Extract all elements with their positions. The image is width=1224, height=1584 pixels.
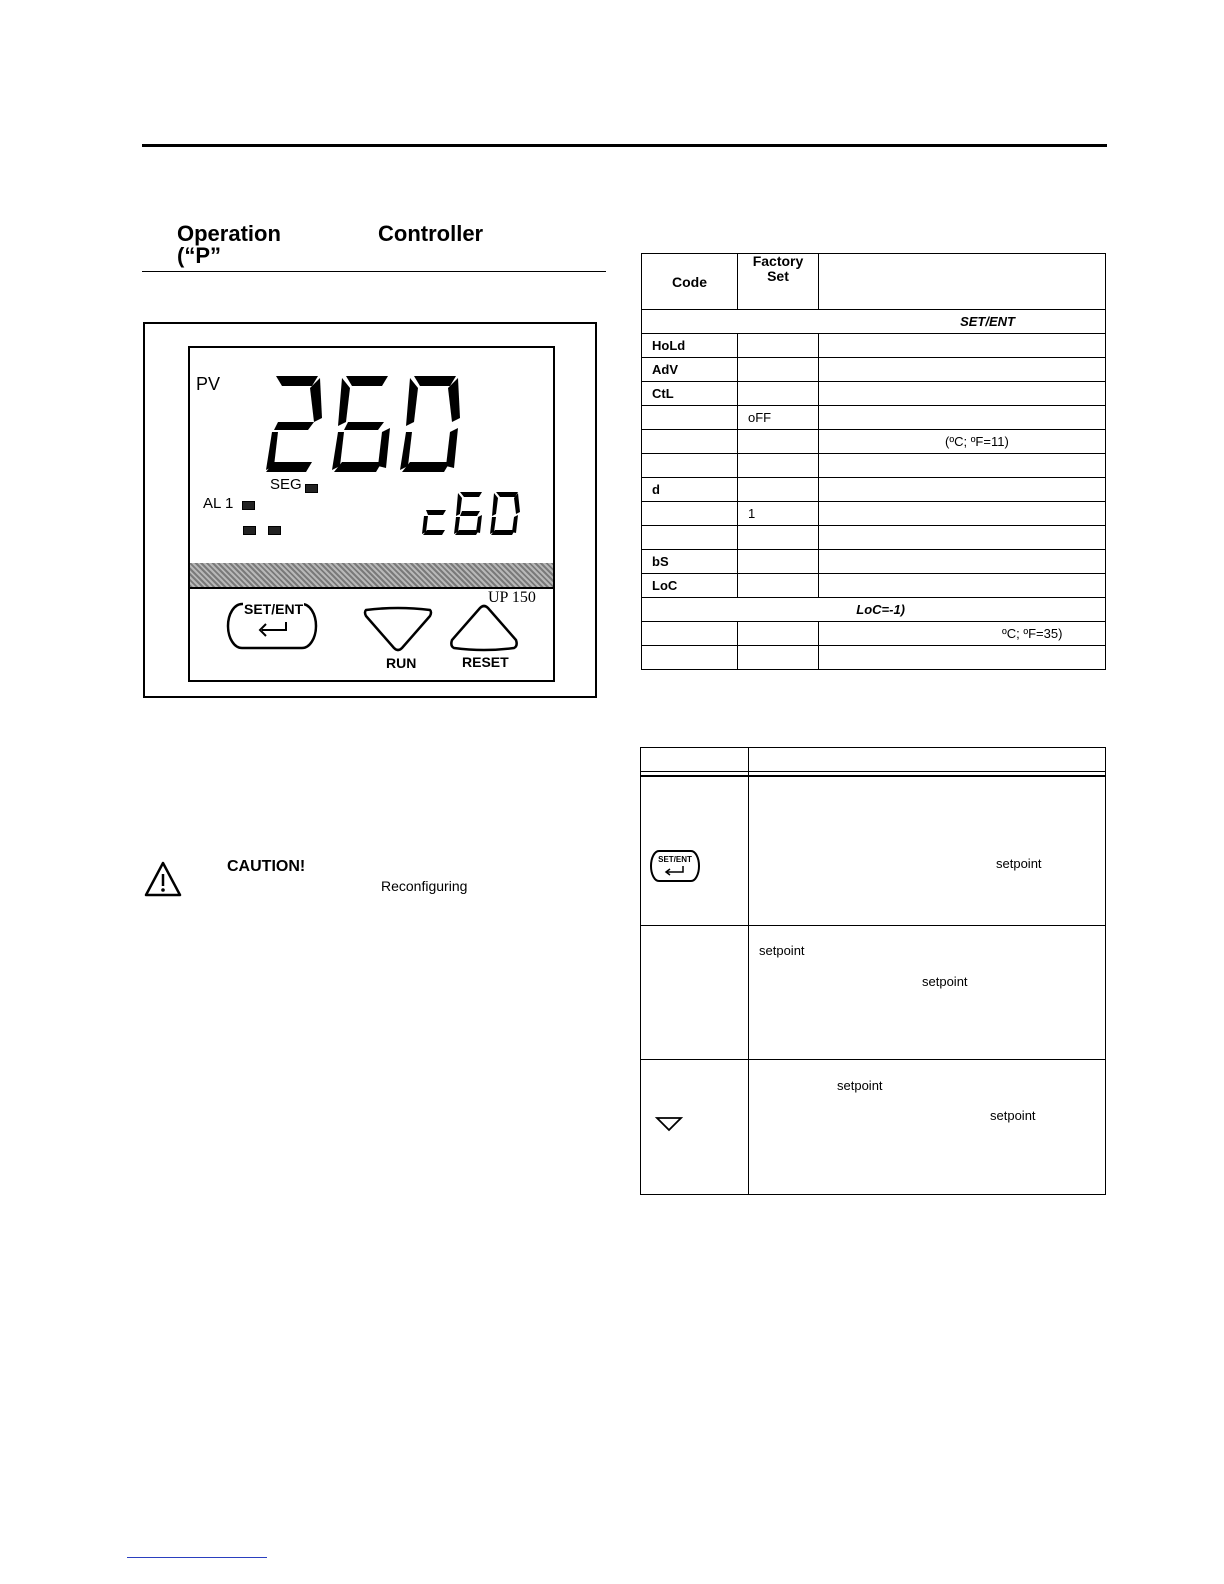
header-factory-set [738, 254, 819, 310]
table-row: bS [642, 550, 1106, 574]
header-description [819, 254, 1106, 310]
table-row: AdV [642, 358, 1106, 382]
row2-setpoint-a: setpoint [759, 943, 805, 958]
table-row: d [642, 478, 1106, 502]
section-heading-controller: Controller [378, 221, 484, 246]
table-row [642, 454, 1106, 478]
table-row [641, 776, 1106, 926]
section-heading-p: (“P” [177, 243, 221, 268]
key-header [641, 748, 749, 772]
table-row: CtL [642, 382, 1106, 406]
table-row [641, 926, 1106, 1060]
row2-setpoint-b: setpoint [922, 974, 968, 989]
row3-setpoint-b: setpoint [990, 1108, 1036, 1123]
function-header [749, 748, 1106, 772]
seg-indicator [305, 484, 318, 493]
al1-indicator [242, 501, 255, 510]
al1-label: AL 1 [203, 495, 234, 512]
table-row [642, 526, 1106, 550]
table-row: ºC; ºF=35) [642, 622, 1106, 646]
bar-graph [190, 563, 553, 587]
table-row [642, 646, 1106, 670]
run-label: RUN [386, 655, 417, 671]
al2-indicator [243, 526, 256, 535]
table-row: oFF [642, 406, 1106, 430]
caution-title: CAUTION! [227, 858, 306, 875]
pv-label: PV [196, 374, 221, 394]
table-row: LoC [642, 574, 1106, 598]
model-label: UP 150 [488, 589, 536, 606]
set-ent-key-icon [649, 849, 701, 883]
seg-label: SEG [270, 476, 302, 493]
down-key-icon [655, 1116, 683, 1132]
set-ent-label: SET/ENT [244, 601, 304, 617]
reset-label: RESET [462, 654, 509, 670]
al3-indicator [268, 526, 281, 535]
caution-text: Reconfiguring [381, 878, 468, 894]
section-loc: LoC=-1) [642, 598, 1106, 622]
key-function-table [640, 747, 1106, 1195]
sv-display [420, 475, 520, 538]
up-reset-button[interactable] [446, 604, 522, 652]
down-run-button[interactable] [360, 606, 436, 652]
sv-value: 260 [420, 475, 447, 492]
heading-rule [142, 271, 606, 272]
header-set: Set [767, 268, 789, 284]
footnote-rule [127, 1557, 267, 1558]
row1-setpoint: setpoint [996, 855, 1042, 871]
warning-icon [143, 860, 183, 898]
table-row: (ºC; ºF=11) [642, 430, 1106, 454]
section-heading-operation: Operation [177, 221, 281, 246]
table-row: HoLd [642, 334, 1106, 358]
pv-value: 260 [262, 357, 289, 374]
top-rule [142, 144, 1107, 147]
header-factory: Factory [752, 253, 804, 269]
pv-display [262, 357, 462, 478]
table-row: 1 [642, 502, 1106, 526]
parameter-table [641, 253, 1106, 670]
svg-text:SET/ENT: SET/ENT [658, 854, 692, 864]
section-setent: SET/ENT [642, 310, 1106, 334]
row3-setpoint-a: setpoint [837, 1078, 883, 1093]
header-code: Code [642, 254, 738, 310]
table-row [641, 1060, 1106, 1195]
